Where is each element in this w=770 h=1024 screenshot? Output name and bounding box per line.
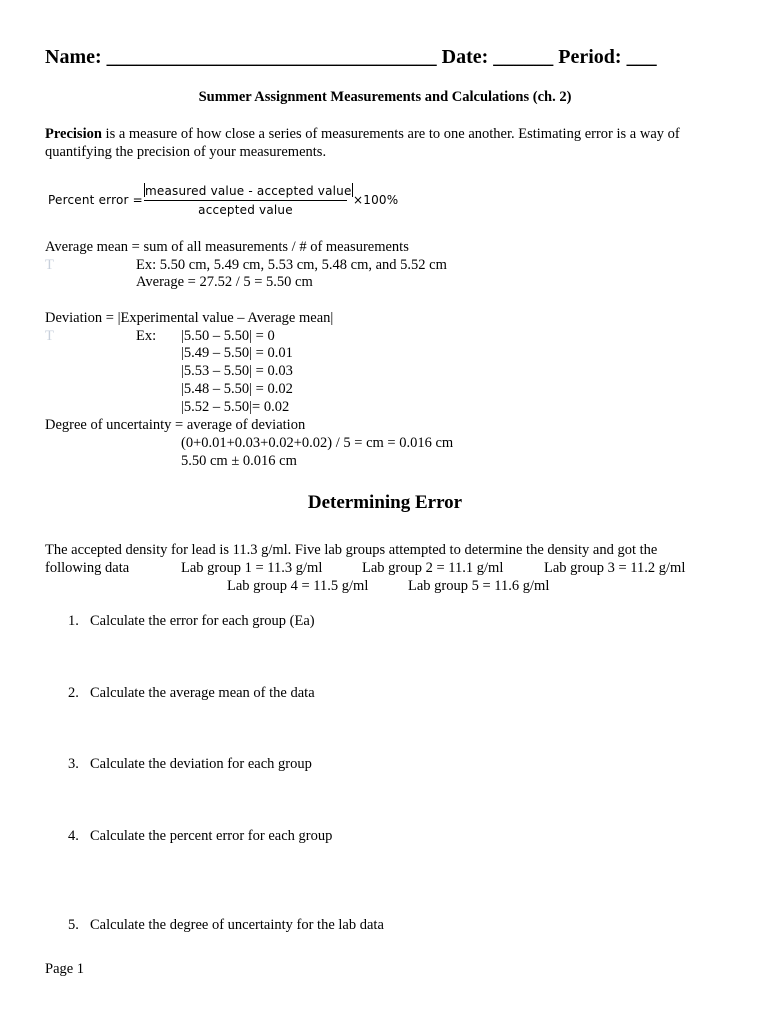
deviation-definition: Deviation = |Experimental value – Average mean| xyxy=(45,310,334,326)
question-text: Calculate the average mean of the data xyxy=(90,685,315,701)
precision-line-2: quantifying the precision of your measurements. xyxy=(45,144,327,160)
average-definition: Average mean = sum of all measurements / # of measurements xyxy=(45,239,409,255)
tab-marker: T xyxy=(45,328,54,344)
question-item xyxy=(68,755,312,773)
deviation-ex-label: Ex: xyxy=(136,328,157,344)
precision-paragraph xyxy=(45,125,735,161)
question-item xyxy=(68,684,315,702)
page-title: Summer Assignment Measurements and Calculations (ch. 2) xyxy=(198,89,572,105)
lab-group-value: Lab group 2 = 11.1 g/ml xyxy=(362,560,504,576)
question-item xyxy=(68,916,384,934)
uncertainty-calculation: (0+0.01+0.03+0.02+0.02) / 5 = cm = 0.016 cm xyxy=(181,435,454,451)
deviation-line: |5.48 – 5.50| = 0.02 xyxy=(181,381,293,397)
lab-group-value: Lab group 1 = 11.3 g/ml xyxy=(181,560,323,576)
average-result: Average = 27.52 / 5 = 5.50 cm xyxy=(136,274,313,290)
page-number: Page 1 xyxy=(45,961,85,977)
precision-line-1: is a measure of how close a series of measurements are to one another. Estimating error is a way of xyxy=(101,126,680,142)
deviation-line: |5.49 – 5.50| = 0.01 xyxy=(181,345,293,361)
uncertainty-definition: Degree of uncertainty = average of deviation xyxy=(45,417,306,433)
uncertainty-result: 5.50 cm ± 0.016 cm xyxy=(181,453,297,469)
lab-group-value: Lab group 5 = 11.6 g/ml xyxy=(408,578,550,594)
percent-error-formula xyxy=(48,183,408,223)
question-number: 5. xyxy=(68,917,79,933)
deviation-line: |5.50 – 5.50| = 0 xyxy=(181,328,275,344)
lab-group-value: Lab group 3 = 11.2 g/ml xyxy=(544,560,686,576)
deviation-line: |5.53 – 5.50| = 0.03 xyxy=(181,363,293,379)
problem-line-2: following data xyxy=(45,560,130,576)
question-number: 1. xyxy=(68,613,79,629)
question-text: Calculate the error for each group (Ea) xyxy=(90,613,315,629)
formula-multiplier: ×100% xyxy=(353,193,399,207)
question-item xyxy=(68,827,332,845)
question-number: 4. xyxy=(68,828,79,844)
student-info-header: Name: _________________________________ Date: ______ Period: ___ xyxy=(45,46,657,68)
formula-numerator: measured value - accepted value xyxy=(145,184,352,198)
tab-marker: T xyxy=(45,257,54,273)
question-number: 3. xyxy=(68,756,79,772)
question-number: 2. xyxy=(68,685,79,701)
average-example: Ex: 5.50 cm, 5.49 cm, 5.53 cm, 5.48 cm, and 5.52 cm xyxy=(136,257,447,273)
fraction-bar xyxy=(144,200,347,201)
section-heading: Determining Error xyxy=(307,492,463,513)
precision-term: Precision xyxy=(45,126,102,142)
question-text: Calculate the deviation for each group xyxy=(90,756,312,772)
lab-group-value: Lab group 4 = 11.5 g/ml xyxy=(227,578,369,594)
question-text: Calculate the degree of uncertainty for the lab data xyxy=(90,917,384,933)
problem-line-1: The accepted density for lead is 11.3 g/ml. Five lab groups attempted to determine the density and got the xyxy=(45,542,658,558)
formula-lhs: Percent error = xyxy=(48,193,143,207)
question-text: Calculate the percent error for each group xyxy=(90,828,333,844)
question-item xyxy=(68,612,315,630)
deviation-line: |5.52 – 5.50|= 0.02 xyxy=(181,399,290,415)
formula-denominator: accepted value xyxy=(198,203,293,217)
